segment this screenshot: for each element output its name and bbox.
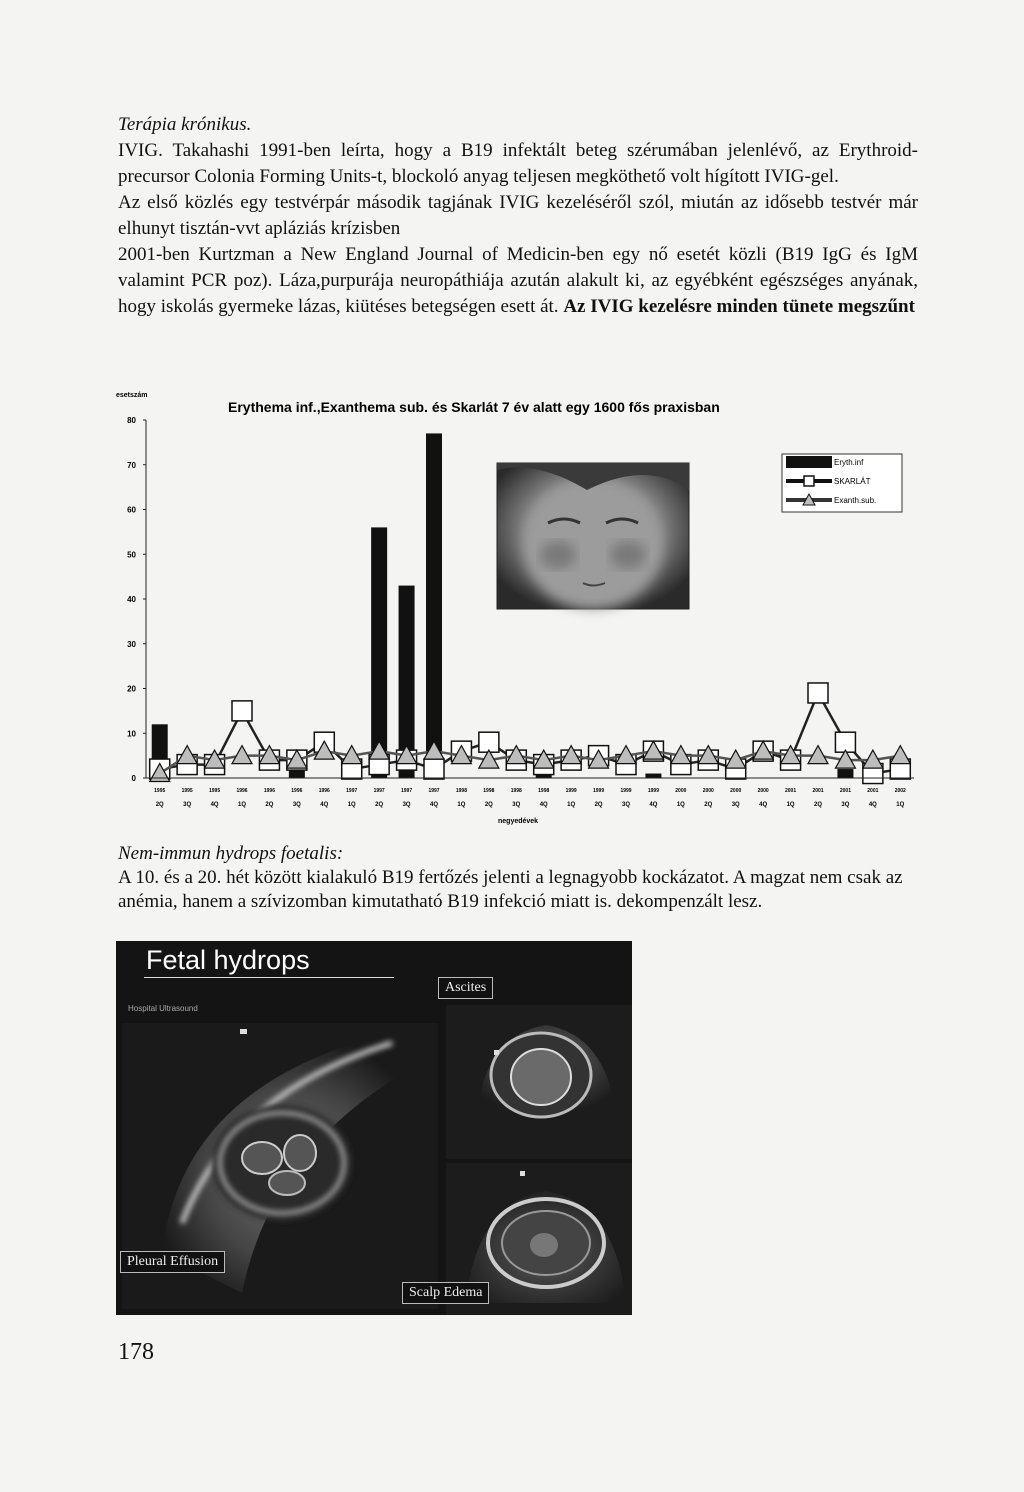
x-tick-year: 1997 <box>401 788 413 794</box>
legend-swatch-skarlat-marker <box>804 476 814 486</box>
x-tick-quarter: 3Q <box>292 802 301 808</box>
x-tick-year: 1998 <box>483 788 495 794</box>
x-tick-quarter: 2Q <box>594 802 603 808</box>
x-tick-year: 1996 <box>236 788 248 794</box>
label-ascites: Ascites <box>438 977 493 999</box>
paragraph-1: IVIG. Takahashi 1991-ben leírta, hogy a B19 infektált beteg szérumában jelenlévő, az Erythroid-precursor Colonia Forming Units-t, blockoló anyag teljesen megköthető volt hígított IVIG-gel. <box>118 140 918 187</box>
x-tick-quarter: 2Q <box>155 802 164 808</box>
x-axis-label: negyedévek <box>498 818 539 825</box>
chart-legend <box>782 454 902 512</box>
x-tick-year: 1999 <box>565 788 577 794</box>
y-tick-label: 30 <box>127 639 136 649</box>
legend-label: SKARLÁT <box>834 477 871 486</box>
section-heading: Terápia krónikus. <box>118 114 252 135</box>
x-tick-year: 1997 <box>428 788 440 794</box>
y-tick-label: 70 <box>127 460 136 470</box>
x-tick-quarter: 4Q <box>649 802 658 808</box>
x-tick-quarter: 2Q <box>704 802 713 808</box>
y-axis <box>127 416 146 783</box>
x-tick-year: 1995 <box>154 788 166 794</box>
x-tick-quarter: 4Q <box>320 802 329 808</box>
x-tick-year: 1999 <box>593 788 605 794</box>
x-tick-quarter: 2Q <box>375 802 384 808</box>
legend-swatch-eryth <box>786 456 832 468</box>
point-skarlat <box>232 701 252 721</box>
x-tick-quarter: 1Q <box>896 802 905 808</box>
x-tick-quarter: 1Q <box>457 802 466 808</box>
section2-heading: Nem-immun hydrops foetalis: <box>118 843 344 864</box>
x-tick-quarter: 3Q <box>841 802 850 808</box>
ultrasound-ascites-panel <box>446 1005 632 1159</box>
x-tick-year: 1999 <box>620 788 632 794</box>
x-tick-quarter: 4Q <box>759 802 768 808</box>
series-skarlat <box>150 683 911 784</box>
y-axis-label: esetszám <box>116 392 148 399</box>
point-skarlat <box>424 759 444 779</box>
x-tick-year: 2000 <box>675 788 687 794</box>
bar-eryth-inf <box>837 769 853 778</box>
point-skarlat <box>808 683 828 703</box>
y-tick-label: 0 <box>131 774 136 783</box>
x-axis <box>146 778 914 808</box>
figure-title: Fetal hydrops <box>146 945 310 975</box>
x-tick-quarter: 3Q <box>402 802 411 808</box>
x-tick-year: 2000 <box>757 788 769 794</box>
section2-paragraph: A 10. és a 20. hét között kialakuló B19 fertőzés jelenti a legnagyobb kockázatot. A magzat nem csak az anémia, hanem a szívizomban kimutatható B19 infekció miatt is. dekompenzált lesz. <box>118 867 903 912</box>
x-tick-year: 1998 <box>538 788 550 794</box>
x-tick-year: 1997 <box>346 788 358 794</box>
bar-eryth-inf <box>426 433 442 778</box>
legend-label: Exanth.sub. <box>834 496 877 505</box>
figure-title-underline <box>144 977 394 978</box>
x-tick-quarter: 1Q <box>676 802 685 808</box>
x-tick-year: 1999 <box>647 788 659 794</box>
x-tick-year: 1997 <box>373 788 385 794</box>
x-tick-year: 1996 <box>291 788 303 794</box>
figure-subtitle: Hospital Ultrasound <box>128 1004 198 1013</box>
x-tick-year: 1995 <box>209 788 221 794</box>
y-tick-label: 10 <box>127 729 136 739</box>
x-tick-quarter: 3Q <box>731 802 740 808</box>
paragraph-2: Az első közlés egy testvérpár második tagjának IVIG kezeléséről szól, miután az idősebb testvér már elhunyt tisztán-vvt apláziás krízisben <box>118 192 918 239</box>
x-tick-quarter: 4Q <box>868 802 877 808</box>
point-exanth-sub <box>890 746 910 764</box>
x-tick-quarter: 2Q <box>484 802 493 808</box>
legend-label: Eryth.inf <box>834 458 864 467</box>
x-tick-quarter: 4Q <box>429 802 439 808</box>
x-tick-quarter: 1Q <box>347 802 356 808</box>
label-pleural-effusion: Pleural Effusion <box>120 1251 225 1273</box>
x-tick-quarter: 2Q <box>265 802 274 808</box>
page-number: 178 <box>118 1339 154 1365</box>
child-face-photo <box>497 463 689 609</box>
ultrasound-ascites-image <box>446 1005 632 1159</box>
x-tick-quarter: 3Q <box>621 802 631 808</box>
x-tick-year: 1996 <box>263 788 275 794</box>
x-tick-year: 1998 <box>510 788 522 794</box>
x-tick-year: 2001 <box>785 788 797 794</box>
paragraph-3-bold: Az IVIG kezelésre minden tünete megszűnt <box>563 296 915 317</box>
x-tick-year: 1998 <box>455 788 467 794</box>
x-tick-quarter: 1Q <box>237 802 247 808</box>
x-tick-quarter: 4Q <box>210 802 219 808</box>
x-tick-year: 2000 <box>702 788 714 794</box>
chart-title: Erythema inf.,Exanthema sub. és Skarlát 7 év alatt egy 1600 fős praxisban <box>228 399 720 415</box>
x-tick-quarter: 3Q <box>512 802 521 808</box>
y-tick-label: 80 <box>127 416 136 425</box>
x-tick-quarter: 4Q <box>539 802 548 808</box>
paragraph-3-text: 2001-ben Kurtzman a New England Journal of Medicin-ben egy nő esetét közli (B19 IgG és IgM valamint PCR poz). Láza,purpurája neuropáthiája azután alakult ki, az egyébként egészséges anyának, hogy iskolás gyermeke lázas, kiütéses betegségen esett át. <box>118 244 918 317</box>
label-scalp-edema: Scalp Edema <box>402 1282 489 1304</box>
x-tick-quarter: 2Q <box>813 802 823 808</box>
x-tick-year: 2001 <box>812 788 824 794</box>
y-tick-label: 50 <box>127 550 136 560</box>
fetal-hydrops-figure <box>116 941 632 1315</box>
bar-eryth-inf <box>645 774 661 778</box>
hydrops-text-block <box>118 842 908 914</box>
y-tick-label: 40 <box>127 595 136 604</box>
x-tick-year: 1995 <box>181 788 193 794</box>
x-tick-quarter: 3Q <box>183 802 192 808</box>
x-tick-quarter: 1Q <box>786 802 795 808</box>
x-tick-quarter: 1Q <box>567 802 576 808</box>
x-tick-year: 2001 <box>867 788 879 794</box>
x-tick-year: 2002 <box>894 788 906 794</box>
x-tick-year: 1996 <box>318 788 330 794</box>
y-tick-label: 60 <box>127 505 136 515</box>
x-tick-year: 2001 <box>839 788 851 794</box>
x-tick-year: 2000 <box>730 788 742 794</box>
y-tick-label: 20 <box>127 684 136 694</box>
